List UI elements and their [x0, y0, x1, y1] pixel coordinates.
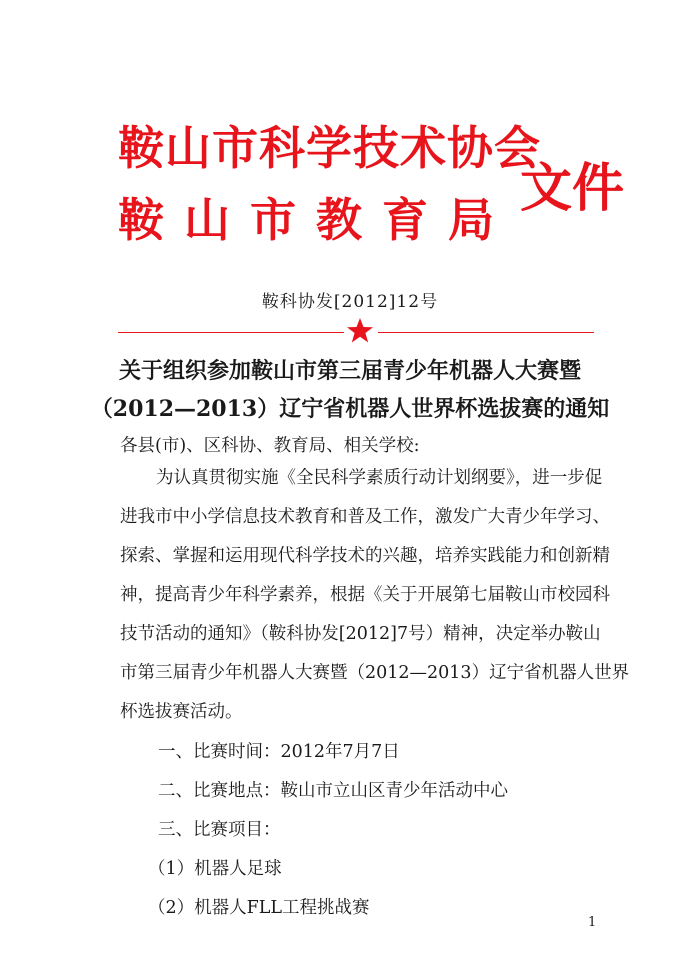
- page-number: 1: [588, 915, 597, 930]
- paragraph-line: 神，提高青少年科学素养，根据《关于开展第七届鞍山市校园科: [120, 585, 610, 605]
- event-robot-soccer: （1）机器人足球: [148, 859, 282, 879]
- document-number: 鞍科协发[2012]12号: [261, 292, 439, 312]
- document-title-line-1: 关于组织参加鞍山市第三届青少年机器人大赛暨: [118, 358, 581, 384]
- star-icon: [345, 316, 375, 346]
- document-title-line-2: （2012—2013）辽宁省机器人世界杯选拔赛的通知: [90, 396, 610, 422]
- paragraph-line: 探索、掌握和运用现代科学技术的兴趣，培养实践能力和创新精: [120, 546, 610, 566]
- paragraph-line: 为认真贯彻实施《全民科学素质行动计划纲要》，进一步促: [156, 468, 603, 488]
- paragraph-line: 进我市中小学信息技术教育和普及工作，激发广大青少年学习、: [120, 507, 610, 527]
- item-competition-venue: 二、比赛地点：鞍山市立山区青少年活动中心: [158, 781, 508, 801]
- item-competition-time: 一、比赛时间：2012年7月7日: [158, 742, 400, 762]
- divider-left: [118, 332, 344, 333]
- paragraph-line: 杯选拔赛活动。: [120, 702, 243, 722]
- item-competition-events: 三、比赛项目：: [158, 820, 281, 840]
- paragraph-line: 技节活动的通知》（鞍科协发[2012]7号）精神，决定举办鞍山: [120, 624, 601, 644]
- event-fll-challenge: （2）机器人FLL工程挑战赛: [148, 898, 370, 918]
- divider-right: [378, 332, 594, 333]
- salutation: 各县(市)、区科协、教育局、相关学校:: [120, 436, 420, 456]
- issuer-line-2: 鞍山市教育局: [118, 193, 514, 247]
- issuer-line-1: 鞍山市科学技术协会: [118, 121, 541, 175]
- paragraph-line: 市第三届青少年机器人大赛暨（2012—2013）辽宁省机器人世界: [120, 663, 630, 683]
- document-type-label: 文件: [520, 158, 625, 219]
